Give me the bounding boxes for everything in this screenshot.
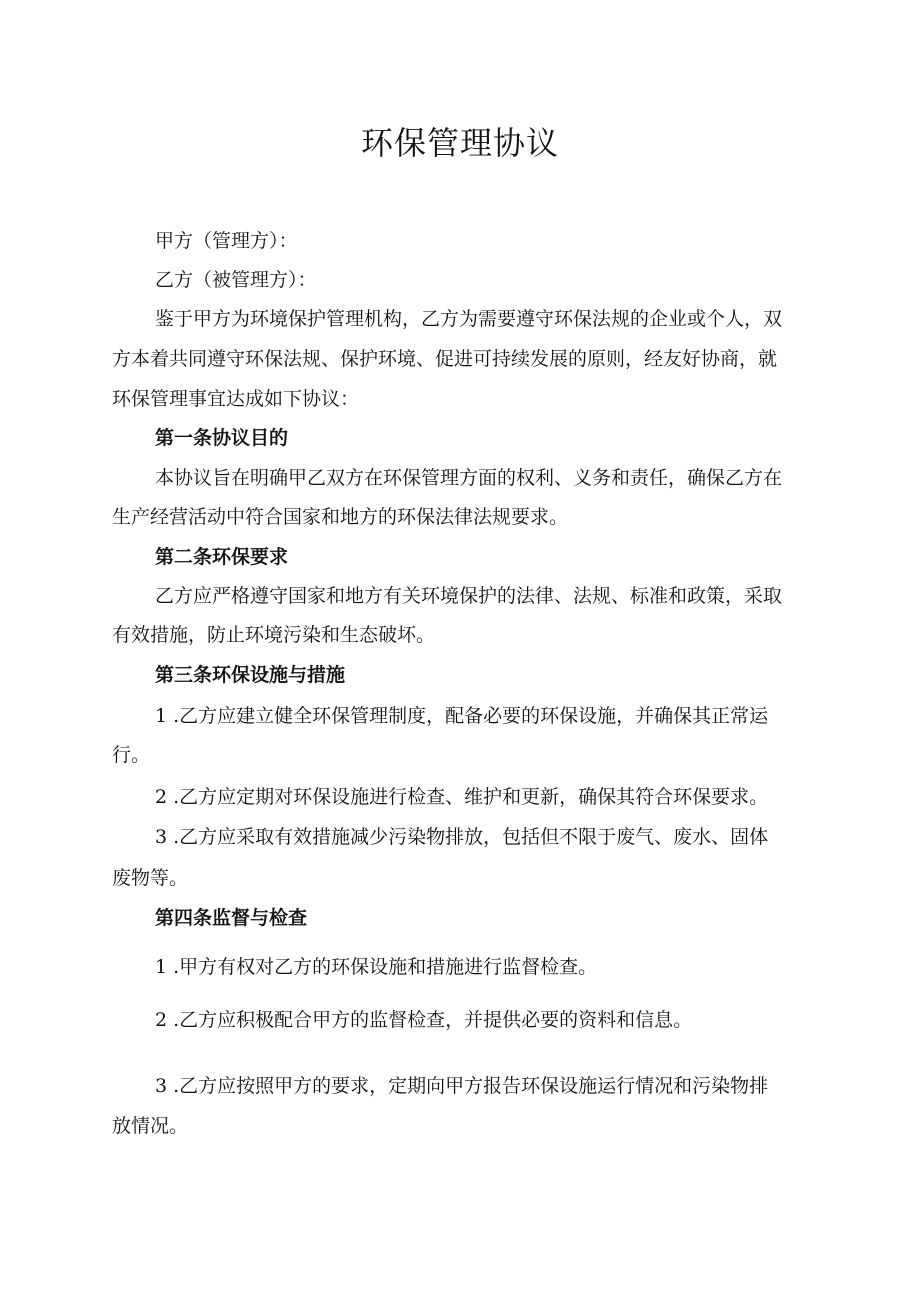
party-b-line: 乙方（被管理方）： [155, 269, 317, 291]
article-4-item-3-cont: 放情况。 [112, 1115, 189, 1137]
article-3-item-3: 3 .乙方应采取有效措施减少污染物排放，包括但不限于废气、废水、固体 [155, 826, 769, 848]
article-3-item-1: 1 .乙方应建立健全环保管理制度，配备必要的环保设施，并确保其正常运 [155, 705, 769, 727]
article-4-item-1: 1 .甲方有权对乙方的环保设施和措施进行监督检查。 [155, 956, 598, 978]
article-3-item-3-cont: 废物等。 [112, 867, 189, 889]
article-2-text: 有效措施，防止环境污染和生态破坏。 [112, 624, 436, 646]
article-2-text: 乙方应严格遵守国家和地方有关环境保护的法律、法规、标准和政策，采取 [155, 585, 783, 607]
preamble-line: 鉴于甲方为环境保护管理机构，乙方为需要遵守环保法规的企业或个人，双 [155, 308, 783, 330]
article-4-item-3: 3 .乙方应按照甲方的要求，定期向甲方报告环保设施运行情况和污染物排 [155, 1075, 769, 1097]
article-3-heading: 第三条环保设施与措施 [155, 664, 346, 686]
article-3-item-1-cont: 行。 [112, 744, 151, 766]
party-a-line: 甲方（管理方）： [155, 230, 298, 252]
article-4-heading: 第四条监督与检查 [155, 907, 308, 929]
preamble-line: 环保管理事宜达成如下协议： [112, 388, 360, 410]
article-1-heading: 第一条协议目的 [155, 427, 289, 449]
article-3-item-2: 2 .乙方应定期对环保设施进行检查、维护和更新，确保其符合环保要求。 [155, 786, 769, 808]
document-title: 环保管理协议 [360, 124, 559, 162]
article-2-heading: 第二条环保要求 [155, 546, 289, 568]
article-1-text: 本协议旨在明确甲乙双方在环保管理方面的权利、义务和责任，确保乙方在 [155, 467, 783, 489]
article-4-item-2: 2 .乙方应积极配合甲方的监督检查，并提供必要的资料和信息。 [155, 1009, 693, 1031]
article-1-text: 生产经营活动中符合国家和地方的环保法律法规要求。 [112, 506, 569, 528]
preamble-line: 方本着共同遵守环保法规、保护环境、促进可持续发展的原则，经友好协商，就 [112, 348, 778, 370]
